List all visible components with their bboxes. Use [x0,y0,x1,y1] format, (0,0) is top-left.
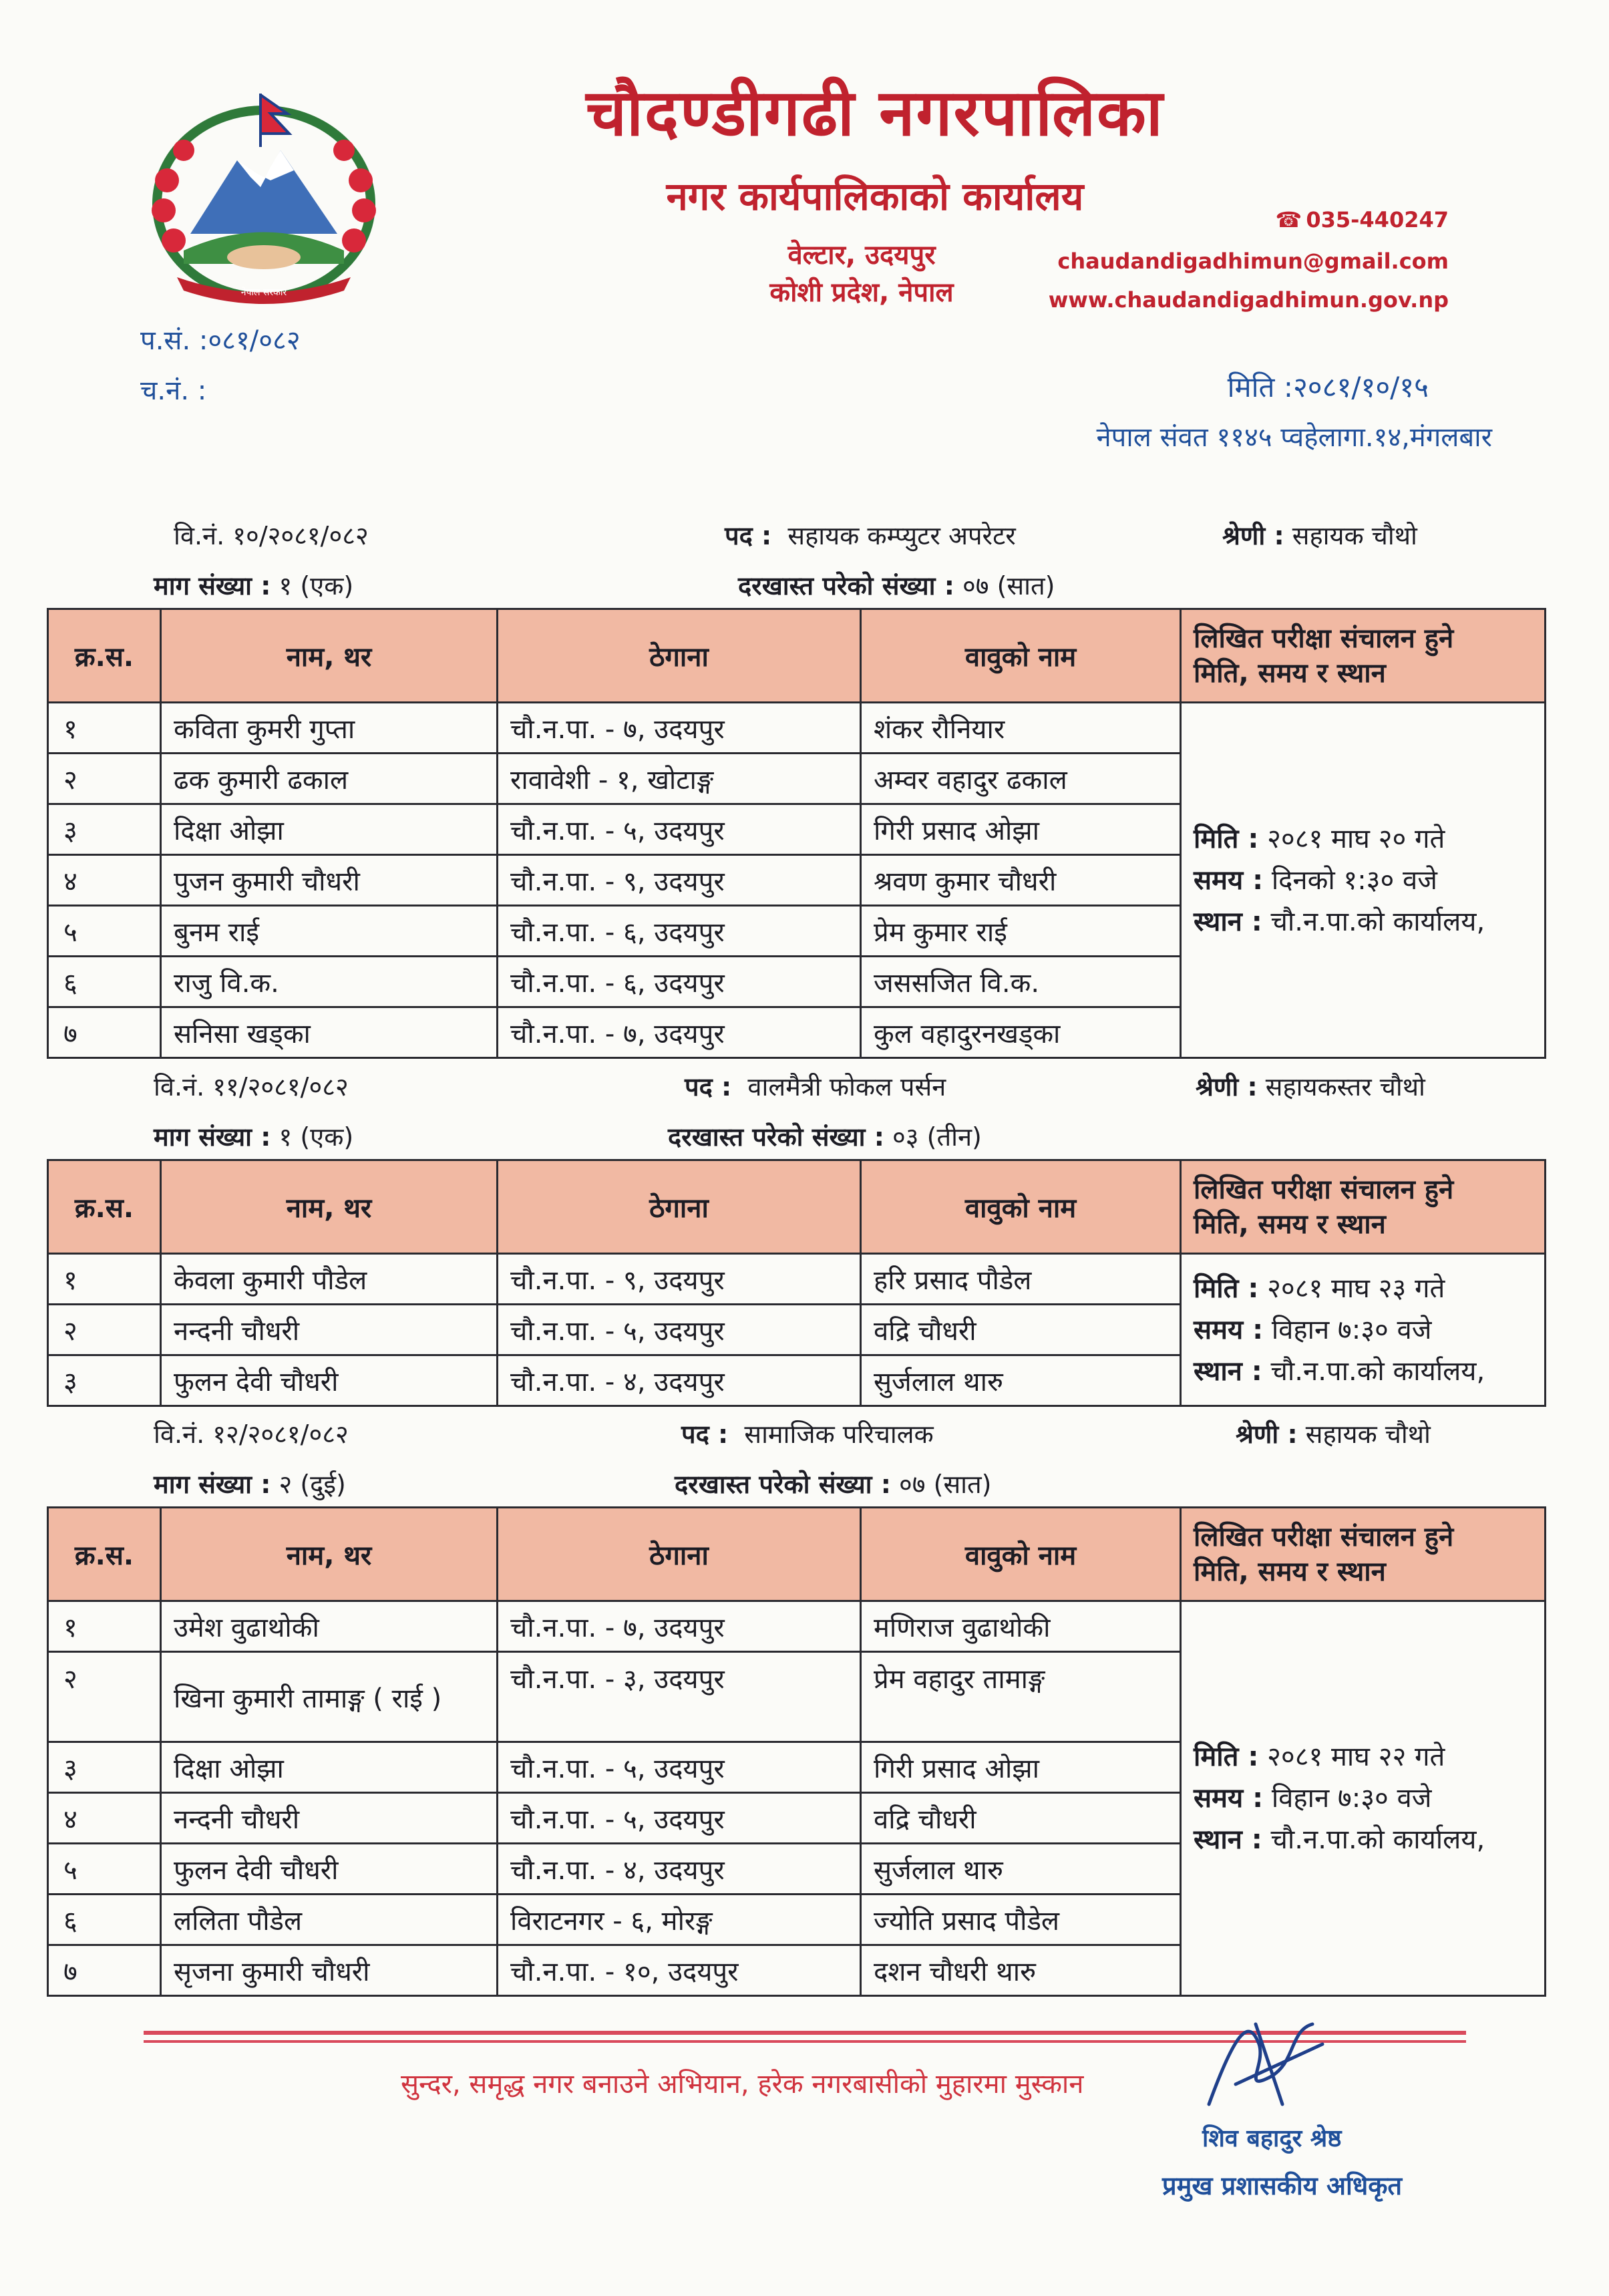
exam-time [1194,1309,1532,1351]
row-address: चौ.न.पा. - ७, उदयपुर [498,703,861,754]
category-label: श्रेणी : [1222,521,1284,550]
header-exam [1181,1508,1546,1601]
category-label: श्रेणी : [1196,1072,1258,1102]
row-address: चौ.न.पा. - ३, उदयपुर [498,1652,861,1742]
row-address: चौ.न.पा. - ५, उदयपुर [498,1742,861,1793]
category-value: सहायक चौथो [1292,521,1417,550]
row-sn: १ [48,1601,161,1652]
row-father: सुर्जलाल थारु [861,1355,1181,1406]
applications-value: ०७ (सात) [899,1470,992,1499]
website-link[interactable]: www.chaudandigadhimun.gov.np [1048,287,1449,313]
phone-icon: ☎ [1275,207,1302,232]
section-3-vi-no: वि.नं. १२/२०८१/०८२ [154,1420,349,1449]
row-sn: ७ [48,1945,161,1996]
row-sn: ४ [48,855,161,906]
applications-value: ०७ (सात) [962,571,1055,601]
demand-label: माग संख्या : [154,571,271,601]
phone-contact [1275,207,1449,232]
row-address: रावावेशी - १, खोटाङ्ग [498,754,861,804]
applications-label: दरखास्त परेको संख्या : [675,1470,891,1499]
exam-date-value: २०८१ माघ २३ गते [1267,1273,1445,1304]
exam-time-value: विहान ७:३० वजे [1271,1314,1432,1345]
exam-date-label: मिति : [1194,1273,1259,1304]
row-father: ज्योति प्रसाद पौडेल [861,1895,1181,1945]
row-sn: ३ [48,1742,161,1793]
section-2-category [1196,1069,1425,1104]
exam-time-label: समय : [1194,1314,1264,1345]
row-name: राजु वि.क. [161,957,498,1007]
row-name: सृजना कुमारी चौधरी [161,1945,498,1996]
demand-value: १ (एक) [279,1122,354,1152]
section-1-applications [738,568,1055,603]
row-address: चौ.न.पा. - ९, उदयपुर [498,855,861,906]
header-exam-line1: लिखित परीक्षा संचालन हुने [1194,1521,1454,1552]
row-sn: ५ [48,906,161,957]
row-name: फुलन देवी चौधरी [161,1844,498,1895]
table-header-row [48,1508,1546,1601]
row-name: दिक्षा ओझा [161,804,498,855]
row-address: चौ.न.पा. - ५, उदयपुर [498,804,861,855]
row-name: बुनम राई [161,906,498,957]
header-name: नाम, थर [161,1160,498,1254]
section-2-demand [154,1119,353,1154]
row-sn: ६ [48,957,161,1007]
office-subtitle: नगर कार्यपालिकाको कार्यालय [666,174,1084,219]
header-exam-line1: लिखित परीक्षा संचालन हुने [1194,1174,1454,1205]
exam-time-label: समय : [1194,864,1264,896]
section-3-category [1236,1416,1431,1451]
signature-icon [1196,2004,1343,2124]
row-father: सुर्जलाल थारु [861,1844,1181,1895]
address-line-1: वेल्टार, उदयपुर [787,240,936,271]
section-2-table [47,1159,1546,1407]
row-name: ललिता पौडेल [161,1895,498,1945]
row-sn: १ [48,703,161,754]
exam-place [1194,901,1532,943]
exam-place-value: चौ.न.पा.को कार्यालय, [1270,1355,1485,1387]
post-label: पद : [685,1072,732,1102]
row-address: चौ.न.पा. - ७, उदयपुर [498,1007,861,1058]
section-1-post [725,518,1016,552]
row-father: प्रेम कुमार राई [861,906,1181,957]
address-line-2: कोशी प्रदेश, नेपाल [769,277,954,308]
exam-date-label: मिति : [1194,823,1259,854]
row-sn: २ [48,1652,161,1742]
header-name: नाम, थर [161,1508,498,1601]
exam-time-value: विहान ७:३० वजे [1271,1783,1432,1814]
exam-time [1194,860,1532,901]
row-sn: ४ [48,1793,161,1844]
exam-info [1181,1254,1546,1406]
header-address: ठेगाना [498,1508,861,1601]
category-label: श्रेणी : [1236,1420,1298,1449]
row-address: चौ.न.पा. - ५, उदयपुर [498,1305,861,1355]
exam-time-value: दिनको १:३० वजे [1271,864,1437,896]
exam-place-value: चौ.न.पा.को कार्यालय, [1270,906,1485,937]
header-exam-line2: मिति, समय र स्थान [1194,1556,1386,1587]
exam-info [1181,703,1546,1058]
row-sn: २ [48,754,161,804]
header-address: ठेगाना [498,1160,861,1254]
row-address: चौ.न.पा. - ४, उदयपुर [498,1844,861,1895]
letter-ref-number: प.सं. :०८१/०८२ [140,325,301,356]
table-header-row [48,1160,1546,1254]
header-name: नाम, थर [161,609,498,703]
dispatch-number: च.नं. : [140,375,207,406]
header-exam-line2: मिति, समय र स्थान [1194,1208,1386,1240]
row-name: नन्दनी चौधरी [161,1305,498,1355]
section-3-post [681,1416,934,1451]
row-father: कुल वहादुरनखड्का [861,1007,1181,1058]
section-1-category [1222,518,1417,552]
applications-label: दरखास्त परेको संख्या : [668,1122,884,1152]
exam-info [1181,1601,1546,1996]
header-exam-line2: मिति, समय र स्थान [1194,657,1386,689]
header-exam [1181,1160,1546,1254]
row-name: ढक कुमारी ढकाल [161,754,498,804]
row-address: चौ.न.पा. - ९, उदयपुर [498,1254,861,1305]
post-value: सामाजिक परिचालक [744,1420,934,1449]
exam-date-value: २०८१ माघ २२ गते [1267,1742,1445,1772]
demand-value: २ (दुई) [279,1470,346,1499]
exam-date-value: २०८१ माघ २० गते [1267,823,1445,854]
table-row [48,1254,1546,1305]
category-value: सहायकस्तर चौथो [1265,1072,1425,1102]
header-exam [1181,609,1546,703]
section-2-post [685,1069,946,1104]
row-name: सनिसा खड्का [161,1007,498,1058]
post-value: वालमैत्री फोकल पर्सन [747,1072,946,1102]
exam-place-label: स्थान : [1194,906,1262,937]
header-sn: क्र.स. [48,1160,161,1254]
nepal-emblem-icon [137,87,391,307]
table-row [48,1601,1546,1652]
row-name: केवला कुमारी पौडेल [161,1254,498,1305]
row-sn: ३ [48,804,161,855]
header-father: वावुको नाम [861,609,1181,703]
section-1-vi-no: वि.नं. १०/२०८१/०८२ [174,521,369,550]
post-label: पद : [681,1420,729,1449]
emblem-ribbon-text: नेपाल सरकार [240,287,287,298]
header-father: वावुको नाम [861,1160,1181,1254]
row-name: फुलन देवी चौधरी [161,1355,498,1406]
row-father: मणिराज वुढाथोकी [861,1601,1181,1652]
row-sn: ७ [48,1007,161,1058]
row-address: चौ.न.पा. - ६, उदयपुर [498,957,861,1007]
row-father: दशन चौधरी थारु [861,1945,1181,1996]
section-1-demand [154,568,353,603]
row-father: शंकर रौनियार [861,703,1181,754]
signer-name: शिव बहादुर श्रेष्ठ [1202,2125,1342,2152]
row-name: पुजन कुमारी चौधरी [161,855,498,906]
header-address: ठेगाना [498,609,861,703]
row-name: खिना कुमारी तामाङ्ग ( राई ) [161,1652,498,1742]
header-father: वावुको नाम [861,1508,1181,1601]
footer-slogan: सुन्दर, समृद्ध नगर बनाउने अभियान, हरेक नगरबासीको मुहारमा मुस्कान [401,2069,1084,2100]
row-name: दिक्षा ओझा [161,1742,498,1793]
exam-time [1194,1778,1532,1819]
row-father: श्रवण कुमार चौधरी [861,855,1181,906]
row-father: वद्रि चौधरी [861,1305,1181,1355]
applications-value: ०३ (तीन) [892,1122,982,1152]
section-3-table [47,1506,1546,1997]
letter-date: मिति :२०८१/१०/१५ [1227,371,1429,403]
row-father: जससजित वि.क. [861,957,1181,1007]
row-address: विराटनगर - ६, मोरङ्ग [498,1895,861,1945]
section-1-table [47,608,1546,1059]
demand-label: माग संख्या : [154,1470,271,1499]
row-father: हरि प्रसाद पौडेल [861,1254,1181,1305]
exam-place-value: चौ.न.पा.को कार्यालय, [1270,1824,1485,1855]
exam-date [1194,1736,1532,1778]
nepal-samvat-date: नेपाल संवत ११४५ प्वहेलागा.१४,मंगलबार [1096,422,1492,453]
row-name: उमेश वुढाथोकी [161,1601,498,1652]
phone-number: 035-440247 [1306,207,1449,232]
exam-place [1194,1819,1532,1860]
applications-label: दरखास्त परेको संख्या : [738,571,954,601]
exam-place [1194,1351,1532,1392]
exam-place-label: स्थान : [1194,1824,1262,1855]
row-sn: १ [48,1254,161,1305]
row-address: चौ.न.पा. - ७, उदयपुर [498,1601,861,1652]
row-sn: २ [48,1305,161,1355]
post-value: सहायक कम्प्युटर अपरेटर [787,521,1016,550]
exam-date-label: मिति : [1194,1742,1259,1772]
section-2-vi-no: वि.नं. ११/२०८१/०८२ [154,1072,349,1102]
demand-value: १ (एक) [279,571,354,601]
section-2-applications [668,1119,982,1154]
row-name: कविता कुमरी गुप्ता [161,703,498,754]
row-father: अम्वर वहादुर ढकाल [861,754,1181,804]
row-address: चौ.न.पा. - ६, उदयपुर [498,906,861,957]
header-exam-line1: लिखित परीक्षा संचालन हुने [1194,623,1454,654]
municipality-title: चौदण्डीगढी नगरपालिका [586,75,1164,150]
exam-date [1194,1268,1532,1309]
row-father: वद्रि चौधरी [861,1793,1181,1844]
row-sn: ३ [48,1355,161,1406]
section-3-demand [154,1466,346,1501]
email-contact[interactable]: chaudandigadhimun@gmail.com [1057,249,1449,274]
category-value: सहायक चौथो [1305,1420,1431,1449]
row-sn: ६ [48,1895,161,1945]
row-name: नन्दनी चौधरी [161,1793,498,1844]
row-father: प्रेम वहादुर तामाङ्ग [861,1652,1181,1742]
section-3-applications [675,1466,991,1501]
row-address: चौ.न.पा. - ५, उदयपुर [498,1793,861,1844]
demand-label: माग संख्या : [154,1122,271,1152]
row-address: चौ.न.पा. - ४, उदयपुर [498,1355,861,1406]
header-sn: क्र.स. [48,609,161,703]
exam-date [1194,818,1532,860]
row-father: गिरी प्रसाद ओझा [861,804,1181,855]
header-sn: क्र.स. [48,1508,161,1601]
exam-time-label: समय : [1194,1783,1264,1814]
table-row [48,703,1546,754]
signer-title: प्रमुख प्रशासकीय अधिकृत [1162,2171,1403,2200]
table-header-row [48,609,1546,703]
exam-place-label: स्थान : [1194,1355,1262,1387]
row-address: चौ.न.पा. - १०, उदयपुर [498,1945,861,1996]
row-father: गिरी प्रसाद ओझा [861,1742,1181,1793]
row-sn: ५ [48,1844,161,1895]
post-label: पद : [725,521,772,550]
